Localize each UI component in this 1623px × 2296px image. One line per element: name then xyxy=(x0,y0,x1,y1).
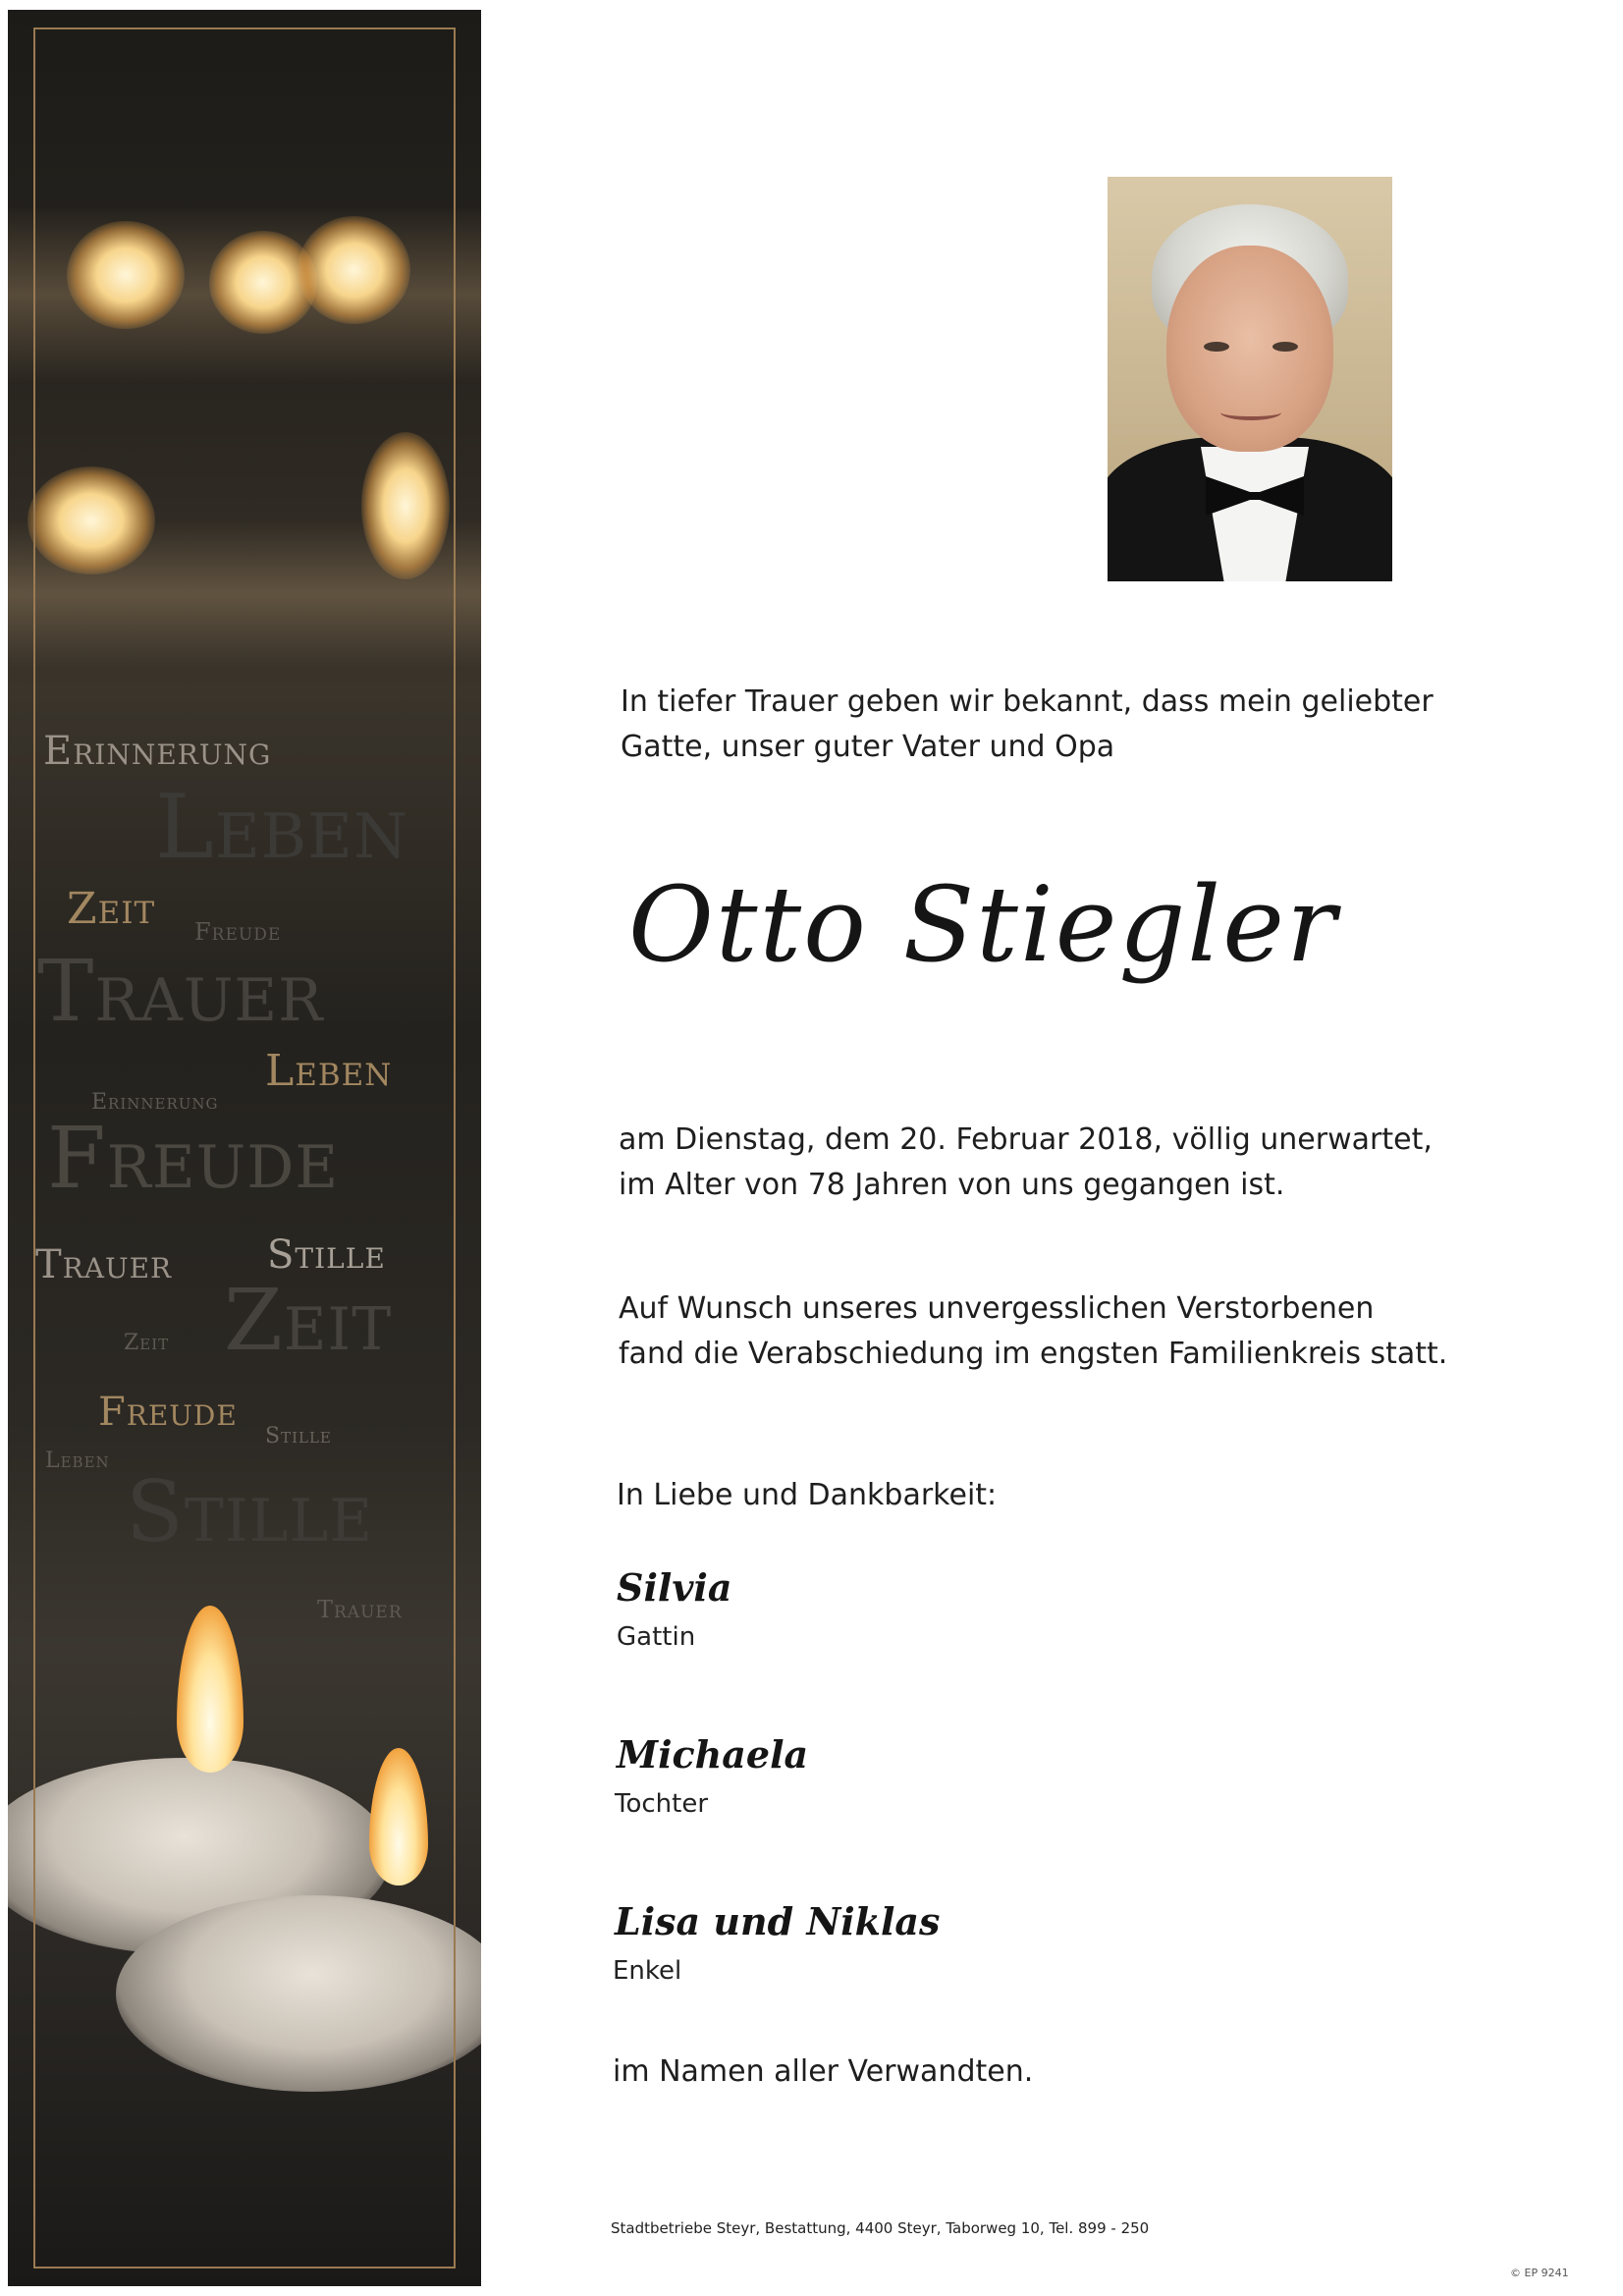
decorative-candle-strip xyxy=(8,10,481,2286)
sidebar-word: Stille xyxy=(265,1424,332,1449)
portrait-mouth xyxy=(1220,405,1281,420)
mourner-role: Tochter xyxy=(615,1789,709,1819)
mourner-role: Gattin xyxy=(617,1622,696,1652)
portrait-eye xyxy=(1272,342,1298,352)
sidebar-word: Stille xyxy=(126,1463,374,1561)
sidebar-word: Leben xyxy=(155,776,409,879)
sidebar-word: Leben xyxy=(45,1449,110,1473)
sidebar-word: Freude xyxy=(98,1390,238,1435)
death-line: im Alter von 78 Jahren von uns gegangen ist. xyxy=(619,1168,1285,1202)
sidebar-word: Stille xyxy=(267,1232,386,1278)
sidebar-word: Trauer xyxy=(37,943,324,1041)
strip-border-frame xyxy=(33,27,456,2269)
mourner-name: Lisa und Niklas xyxy=(615,1899,941,1943)
sidebar-word: Zeit xyxy=(224,1272,393,1370)
portrait-photo xyxy=(1108,177,1392,581)
sidebar-word: Leben xyxy=(265,1046,393,1096)
sidebar-word: Freude xyxy=(47,1110,340,1208)
sidebar-word: Freude xyxy=(194,918,282,946)
mourner-role: Enkel xyxy=(613,1956,682,1986)
intro-text xyxy=(621,680,1434,770)
portrait-eye xyxy=(1204,342,1229,352)
intro-line: Gatte, unser guter Vater und Opa xyxy=(621,730,1115,764)
template-code: © EP 9241 xyxy=(1510,2267,1569,2279)
mourner-name: Silvia xyxy=(617,1565,732,1610)
sidebar-word: Trauer xyxy=(317,1596,403,1623)
farewell-line: Auf Wunsch unseres unvergesslichen Verstorbenen xyxy=(619,1291,1375,1326)
portrait-face xyxy=(1166,246,1333,452)
death-notice-text xyxy=(619,1118,1433,1208)
sidebar-word: Zeit xyxy=(124,1331,170,1355)
sidebar-word: Erinnerung xyxy=(91,1090,219,1115)
deceased-name: Otto Stiegler xyxy=(628,864,1338,985)
intro-line: In tiefer Trauer geben wir bekannt, dass mein geliebter xyxy=(621,684,1434,719)
mourner-name: Michaela xyxy=(617,1732,809,1777)
sidebar-word: Trauer xyxy=(35,1242,173,1287)
gratitude-line: In Liebe und Dankbarkeit: xyxy=(617,1478,998,1512)
sidebar-word: Zeit xyxy=(67,884,156,934)
farewell-line: fand die Verabschiedung im engsten Familienkreis statt. xyxy=(619,1337,1448,1371)
undertaker-footer: Stadtbetriebe Steyr, Bestattung, 4400 Steyr, Taborweg 10, Tel. 899 - 250 xyxy=(611,2219,1150,2237)
death-line: am Dienstag, dem 20. Februar 2018, völlig unerwartet, xyxy=(619,1122,1433,1157)
closing-line: im Namen aller Verwandten. xyxy=(613,2054,1034,2089)
farewell-text xyxy=(619,1286,1447,1377)
sidebar-word: Erinnerung xyxy=(43,729,272,774)
